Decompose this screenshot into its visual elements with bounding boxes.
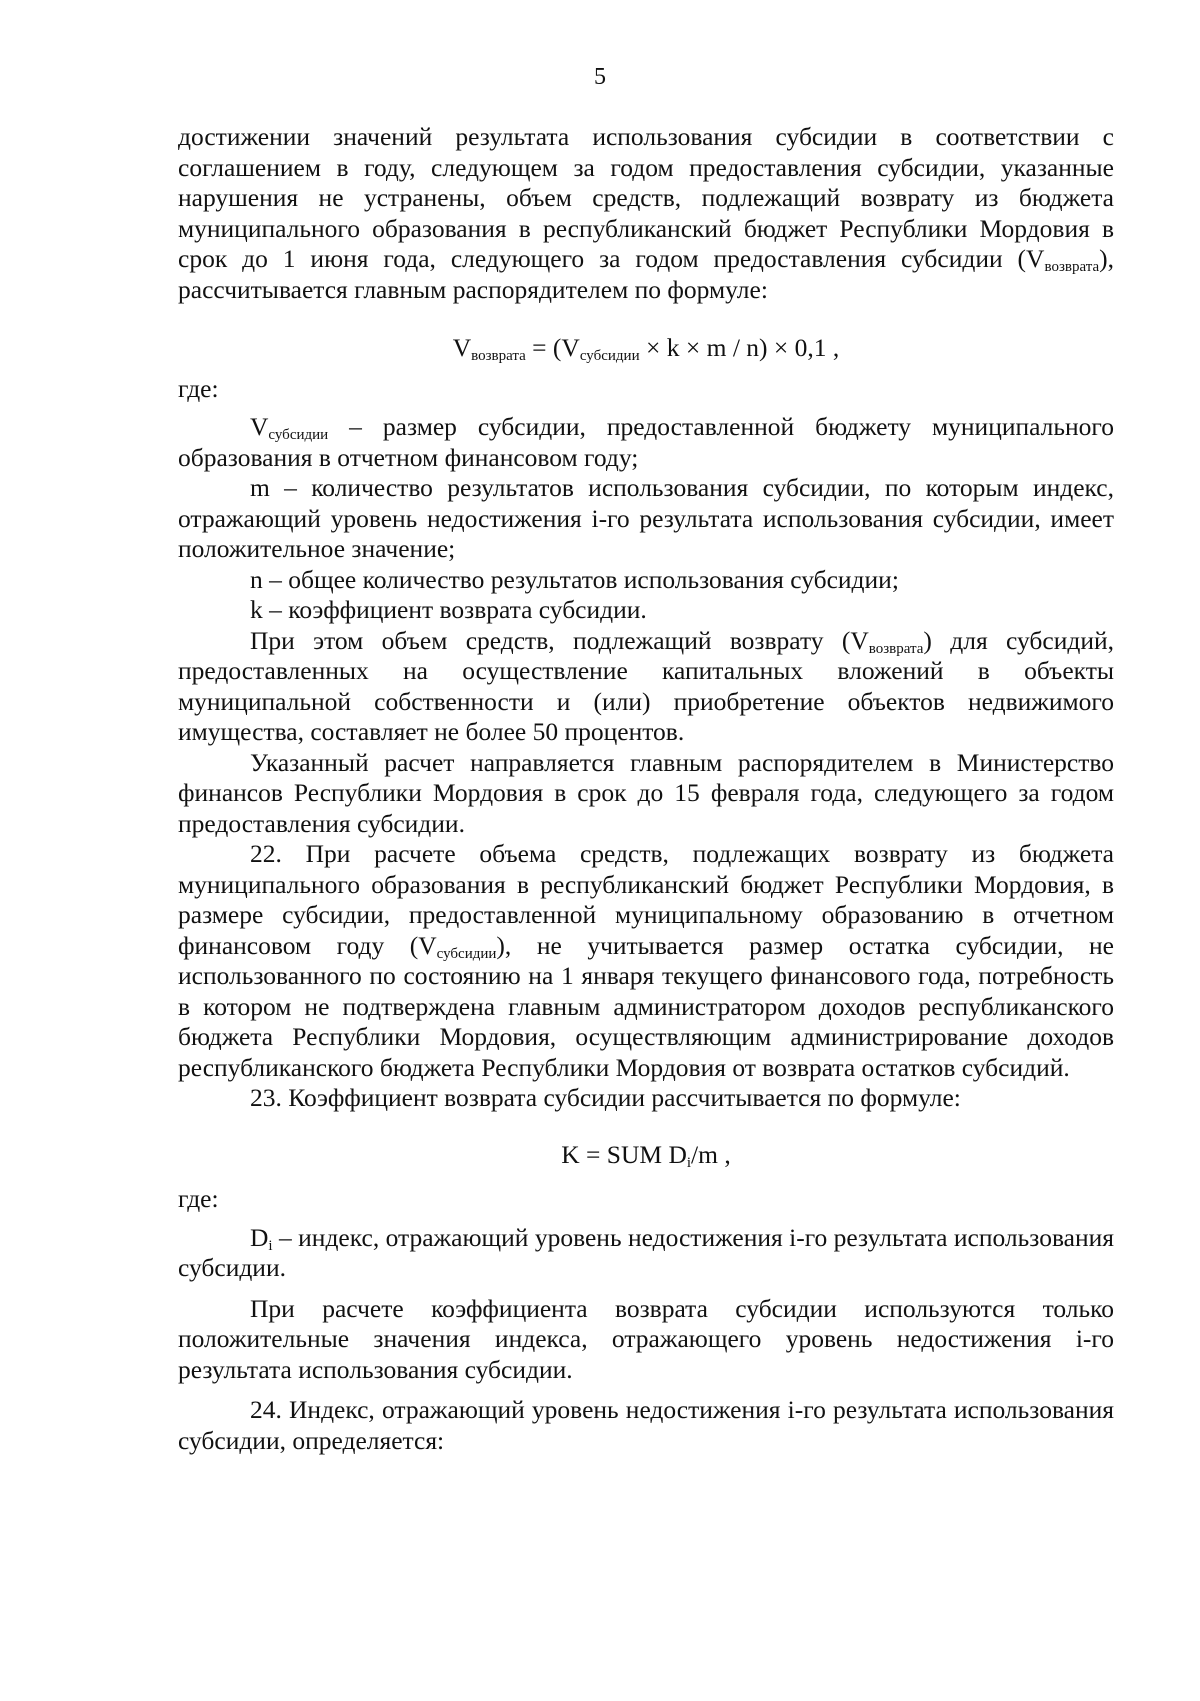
paragraph-text: достижении значений результата использования субсидии в соответствии с соглашением в году, следующем за годом предоставления субсидии, указанные нарушения не устранены, объем средств, подлежащий возврату из бюджета муниципального образования в республиканский бюджет Республики Мордовия в срок до 1 июня года, следующего за годом предоставления субсидии (V	[178, 122, 1114, 273]
definition-text: – индекс, отражающий уровень недостижения i-го результата использования субсидии.	[178, 1222, 1114, 1282]
subscript: возврата	[868, 640, 924, 657]
paragraph-text: При этом объем средств, подлежащий возврату (V	[250, 625, 869, 655]
definition-v-subsidy	[178, 412, 1114, 473]
page-number: 5	[594, 64, 606, 90]
formula-text: = (V	[525, 333, 580, 362]
paragraph-23: 23. Коэффициент возврата субсидии рассчитывается по формуле:	[250, 1083, 961, 1112]
formula-return-volume	[178, 333, 1114, 364]
definition-k: k – коэффициент возврата субсидии.	[250, 595, 647, 624]
subscript: возврата	[471, 348, 526, 364]
subscript: возврата	[1044, 259, 1100, 275]
document-body	[178, 122, 1114, 1456]
definition-m: m – количество результатов использования субсидии, по которым индекс, отражающий уровень недостижения i-го результата использования субсидии, имеет положительное значение;	[178, 473, 1114, 563]
paragraph-text: ) для субсидий, предоставленных на осуществление капитальных вложений в объекты муниципальной собственности и (или) приобретение объектов недвижимого имущества, составляет не более 50 процентов.	[178, 625, 1114, 746]
spacer	[178, 1284, 1114, 1294]
paragraph-text: 22. При расчете объема средств, подлежащих возврату из бюджета муниципального образования в республиканский бюджет Республики Мордовия, в размере субсидии, предоставленной муниципальному образованию в отчетном финансовом году (V	[178, 839, 1114, 960]
paragraph-22	[178, 839, 1114, 1083]
subscript: i	[268, 1237, 273, 1254]
subscript: субсидии	[268, 427, 329, 443]
definition-n: n – общее количество результатов использования субсидии;	[250, 564, 899, 594]
formula-text: × k × m / n) × 0,1 ,	[639, 333, 840, 362]
subscript: субсидии	[436, 945, 497, 962]
subscript: субсидии	[579, 348, 640, 364]
spacer	[178, 1385, 1114, 1395]
paragraph-capital-investments	[178, 626, 1114, 748]
paragraph-positive-values: При расчете коэффициента возврата субсидии используются только положительные значения индекса, отражающего уровень недостижения i-го результата использования субсидии.	[178, 1293, 1114, 1384]
paragraph-calculation-sent: Указанный расчет направляется главным распорядителем в Министерство финансов Республики Мордовия в срок до 15 февраля года, следующего за годом предоставления субсидии.	[178, 747, 1114, 838]
paragraph-text: ), рассчитывается главным распорядителем по формуле:	[178, 244, 1114, 304]
formula-text: V	[452, 333, 472, 362]
definition-text: V	[250, 412, 269, 441]
definition-d	[178, 1223, 1114, 1284]
definition-text: – размер субсидии, предоставленной бюджету муниципального образования в отчетном финансовом году;	[178, 412, 1114, 472]
paragraph-return-volume	[178, 122, 1114, 305]
where-label: где:	[178, 373, 219, 403]
formula-coefficient	[178, 1140, 1114, 1171]
subscript: i	[686, 1154, 692, 1171]
paragraph-text: ), не учитывается размер остатка субсидии, не использованного по состоянию на 1 января текущего финансового года, потребность в котором не подтверждена главным администратором доходов республиканского бюджета Республики Мордовия, осуществляющим администрирование доходов республиканского бюджета Республики Мордовия от возврата остатков субсидий.	[178, 930, 1114, 1082]
formula-text: /m ,	[691, 1139, 731, 1169]
definition-text: D	[250, 1222, 269, 1252]
where-label: где:	[178, 1184, 219, 1213]
formula-text: K = SUM D	[561, 1139, 687, 1169]
paragraph-24: 24. Индекс, отражающий уровень недостижения i-го результата использования субсидии, определяется:	[178, 1395, 1114, 1455]
